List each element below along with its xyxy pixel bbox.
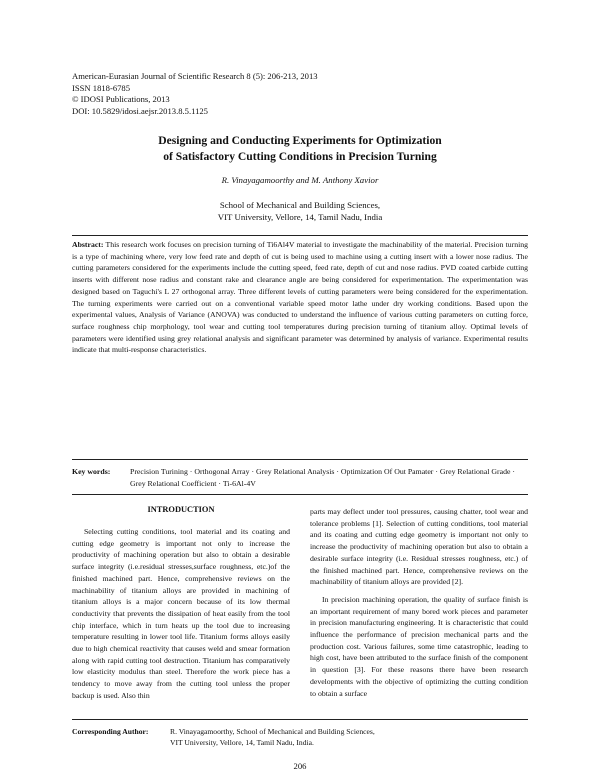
column-left bbox=[72, 505, 290, 708]
corresponding-line-2: VIT University, Vellore, 14, Tamil Nadu, India. bbox=[170, 738, 314, 747]
affiliation bbox=[60, 199, 540, 223]
divider-footer bbox=[72, 719, 528, 720]
right-paragraph-2: In precision machining operation, the quality of surface finish is an important requirement of many bored work pieces and parameter in precision manufacturing engineering. It is characteristic that could influence the performance of precision mechanical parts and the production cost. Various failures, some time catastrophic, leading to high cost, have been attributed to the surface finish of the component in question [3]. For these reasons there have been research developments with the objective of optimizing the cutting condition to obtain a surface bbox=[310, 594, 528, 698]
page-number: 206 bbox=[293, 761, 307, 771]
abstract-label: Abstract: bbox=[72, 240, 104, 249]
keywords-label: Key words: bbox=[72, 467, 111, 476]
copyright: © IDOSI Publications, 2013 bbox=[72, 94, 170, 105]
corresponding-label: Corresponding Author: bbox=[72, 727, 149, 736]
affiliation-line-2: VIT University, Vellore, 14, Tamil Nadu, India bbox=[217, 212, 383, 222]
right-paragraph-1: parts may deflect under tool pressures, causing chatter, tool wear and tolerance problems [1]. Selection of cutting conditions, tool material and its coating and cutting edge geometry is important not only to increase the productivity of machining operation but also to obtain a desirable surface integrity (i.e. Residual stresses roughness, etc.) of the finished machined part. Hence, comprehensive reviews on the machinability of titanium alloys are provided [2]. bbox=[310, 507, 528, 587]
divider-middle bbox=[72, 459, 528, 460]
section-heading-introduction: INTRODUCTION bbox=[147, 505, 215, 514]
journal-meta bbox=[72, 71, 532, 117]
affiliation-line-1: School of Mechanical and Building Sciences, bbox=[219, 200, 381, 210]
abstract-text: This research work focuses on precision turning of Ti6Al4V material to investigate the machinability of the material. Precision turning is a type of machining where, very low feed rate and depth of cut is being used to machine using a cutting insert with a lower nose radius. The cutting parameters considered for the experiments include the cutting speed, feed rate, depth of cut and nose radius. PVD coated carbide cutting inserts with different nose radius and constant rake and clearance angle are being considered for experimentation. The experimentation was designed based on Taguchi's L 27 orthogonal array. Three different levels of cutting parameters were being considered for the experimentation. The turning experiments were carried out on a conventional variable speed motor lathe under dry working conditions. Based upon the experimental values, Analysis of Variance (ANOVA) was conducted to understand the influence of various cutting parameters on cutting force, surface roughness chip morphology, tool wear and cutting tool temperatures during precision turning of titanium alloy. Optimal levels of parameters were identified using grey relational analysis and significant parameter was determined by analysis of variance. Experimental results indicate that multi-response characteristics. bbox=[72, 240, 528, 355]
intro-paragraph-1: Selecting cutting conditions, tool material and its coating and cutting edge geometry is important not only to increase the productivity of machining operation but also to obtain a desirable surface integrity (i.e.residual stresses,surface roughness, etc.)of the finished machined part. Hence, comprehensive reviews on the machinability of titanium alloys are provided in machining of titanium alloys is a major concern because of its low thermal conductivity that prevents the dissipation of heat easily from the tool chip interface, which in turn heats up the tool due to increasing temperature resulting in lower tool life. Titanium forms alloys easily due to high chemical reactivity that causes weld and smear formation along with rapid cutting tool destruction. Titanium has comparatively low elasticity modulus than steel. Therefore the work piece has a tendency to move away from the cutting tool unless the proper backup is used. Also thin bbox=[72, 527, 290, 700]
title-line-1: Designing and Conducting Experiments for Optimization bbox=[158, 134, 442, 147]
divider-keywords bbox=[72, 494, 528, 495]
keywords-list: Precision Turining · Orthogonal Array · Grey Relational Analysis · Optimization Of Out Pamater · Grey Relational Grade · Grey Relational Coefficient · Ti-6Al-4V bbox=[130, 467, 515, 488]
abstract bbox=[72, 239, 528, 356]
corresponding-line-1: R. Vinayagamoorthy, School of Mechanical and Building Sciences, bbox=[170, 727, 375, 736]
issn: ISSN 1818-6785 bbox=[72, 82, 131, 93]
column-right bbox=[310, 506, 528, 705]
paper-title bbox=[60, 133, 540, 164]
title-line-2: of Satisfactory Cutting Conditions in Precision Turning bbox=[163, 149, 437, 163]
authors: R. Vinayagamoorthy and M. Anthony Xavior bbox=[221, 175, 379, 185]
corresponding-details bbox=[170, 726, 528, 748]
doi-link[interactable]: DOI: 10.5829/idosi.aejsr.2013.8.5.1125 bbox=[72, 105, 208, 116]
journal-citation: American-Eurasian Journal of Scientific Research 8 (5): 206-213, 2013 bbox=[72, 71, 318, 81]
divider-top bbox=[72, 235, 528, 236]
